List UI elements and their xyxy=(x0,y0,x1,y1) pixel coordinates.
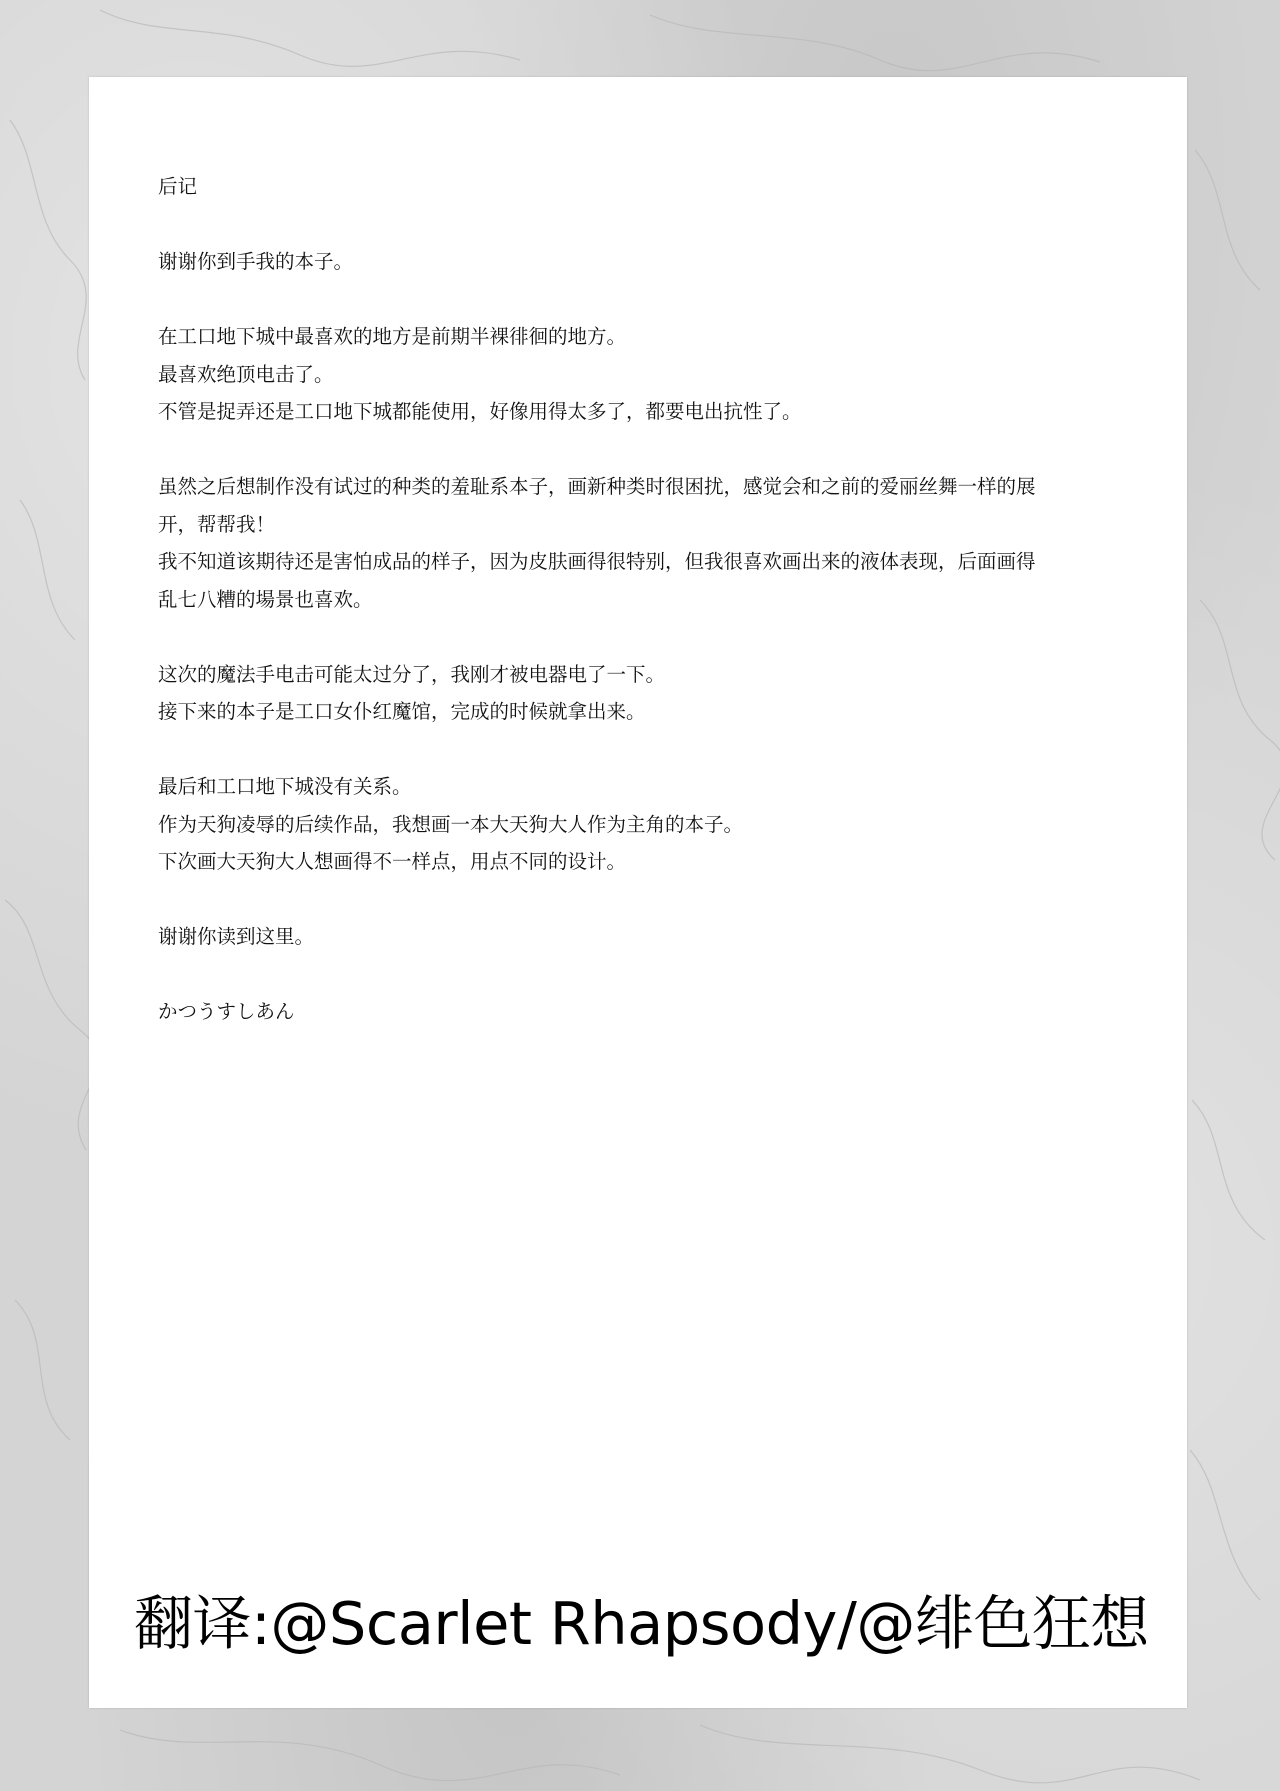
text-line: 谢谢你到手我的本子。 xyxy=(158,250,354,273)
paragraph xyxy=(158,993,1138,1031)
paragraph xyxy=(158,656,1138,731)
afterword-title: 后记 xyxy=(158,175,198,198)
text-line: 作为天狗凌辱的后续作品，我想画一本大天狗大人作为主角的本子。 xyxy=(158,812,744,836)
author-signature: かつうすしあん xyxy=(158,1000,295,1023)
text-line: 不管是捉弄还是工口地下城都能使用，好像用得太多了，都要电出抗性了。 xyxy=(158,400,802,423)
text-line: 这次的魔法手电击可能太过分了，我刚才被电器电了一下。 xyxy=(158,662,666,686)
text-line: 最喜欢绝顶电击了。 xyxy=(158,362,334,386)
text-line: 乱七八糟的場景也喜欢。 xyxy=(158,587,373,611)
paragraph xyxy=(158,768,1138,881)
afterword-text xyxy=(158,168,1138,1068)
paragraph xyxy=(158,243,1138,281)
text-line: 谢谢你读到这里。 xyxy=(158,925,315,948)
document-page xyxy=(89,77,1187,1708)
text-line: 我不知道该期待还是害怕成品的样子，因为皮肤画得很特别，但我很喜欢画出来的液体表现，后面画得 xyxy=(158,550,1036,573)
paragraph xyxy=(158,918,1138,956)
text-line: 接下来的本子是工口女仆红魔馆，完成的时候就拿出来。 xyxy=(158,700,646,723)
text-line: 下次画大天狗大人想画得不一样点，用点不同的设计。 xyxy=(158,850,627,873)
paragraph xyxy=(158,318,1138,431)
afterword-title-block xyxy=(158,168,1138,206)
text-line: 虽然之后想制作没有试过的种类的羞耻系本子，画新种类时很困扰，感觉会和之前的爱丽丝舞一样的展 xyxy=(158,475,1036,498)
text-line: 开，帮帮我！ xyxy=(158,512,276,536)
translator-credit: 翻译:@Scarlet Rhapsody/@绯色狂想 xyxy=(134,1589,1149,1658)
text-line: 最后和工口地下城没有关系。 xyxy=(158,775,412,798)
text-line: 在工口地下城中最喜欢的地方是前期半裸徘徊的地方。 xyxy=(158,325,627,348)
paragraph xyxy=(158,468,1138,618)
